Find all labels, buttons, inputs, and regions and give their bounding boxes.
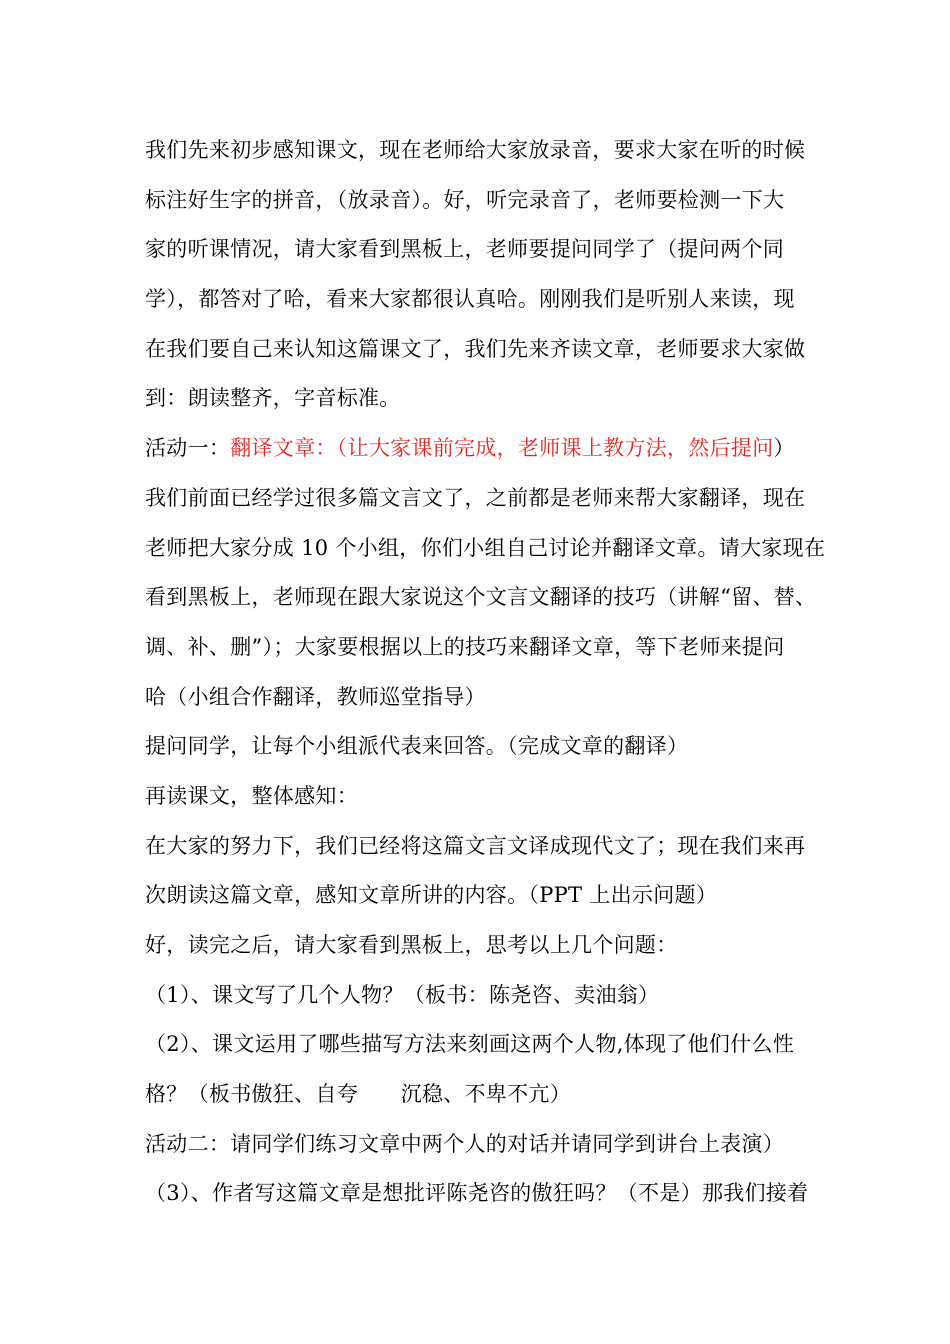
paragraph-line: 哈（小组合作翻译，教师巡堂指导） xyxy=(145,684,486,709)
paragraph-line: 家的听课情况，请大家看到黑板上，老师要提问同学了（提问两个同 xyxy=(145,237,784,262)
paragraph-line: 我们前面已经学过很多篇文言文了，之前都是老师来帮大家翻译，现在 xyxy=(145,485,806,510)
paragraph-line: 老师把大家分成 10 个小组，你们小组自己讨论并翻译文章。请大家现在 xyxy=(145,535,826,560)
question-line: （2）、课文运用了哪些描写方法来刻画这两个人物,体现了他们什么性 xyxy=(145,1032,795,1057)
paragraph-line: 标注好生字的拼音，（放录音）。好，听完录音了，老师要检测一下大 xyxy=(145,187,785,212)
paragraph-line: 提问同学，让每个小组派代表来回答。（完成文章的翻译） xyxy=(145,734,689,759)
activity-one-title: 翻译文章： xyxy=(230,436,337,461)
paragraph-line: 次朗读这篇文章，感知文章所讲的内容。（PPT 上出示问题） xyxy=(145,883,718,908)
activity-one-paren-close: ） xyxy=(773,436,795,461)
paragraph-line: 调、补、删”）；大家要根据以上的技巧来翻译文章，等下老师来提问 xyxy=(145,634,785,659)
paragraph-line: 在我们要自己来认知这篇课文了，我们先来齐读文章，老师要求大家做 xyxy=(145,336,806,361)
paragraph-line: 学），都答对了哈，看来大家都很认真哈。刚刚我们是听别人来读，现 xyxy=(145,287,795,312)
activity-two-heading: 活动二：请同学们练习文章中两个人的对话并请同学到讲台上表演） xyxy=(145,1131,784,1156)
paragraph-line: 好，读完之后，请大家看到黑板上，思考以上几个问题： xyxy=(145,933,678,957)
paragraph-line: 在大家的努力下，我们已经将这篇文言文译成现代文了；现在我们来再 xyxy=(145,833,806,858)
question-line: 格？（板书傲狂、自夸 沉稳、不卑不亢） xyxy=(145,1082,571,1107)
paragraph-line: 看到黑板上，老师现在跟大家说这个文言文翻译的技巧（讲解“留、替、 xyxy=(145,585,817,610)
paragraph-line: 到：朗读整齐，字音标准。 xyxy=(145,386,401,411)
paragraph-line: 我们先来初步感知课文，现在老师给大家放录音，要求大家在听的时候 xyxy=(145,138,806,162)
activity-one-note: 让大家课前完成，老师课上教方法，然后提问 xyxy=(347,436,774,461)
activity-one-heading xyxy=(145,424,870,474)
activity-one-prefix: 活动一： xyxy=(145,436,231,461)
section-heading: 再读课文，整体感知： xyxy=(145,783,358,808)
question-line: （3）、作者写这篇文章是想批评陈尧咨的傲狂吗？（不是）那我们接着 xyxy=(145,1181,809,1206)
activity-one-paren-open: （ xyxy=(336,436,348,461)
question-line: （1）、课文写了几个人物？（板书：陈尧咨、卖油翁） xyxy=(145,982,660,1007)
document-body xyxy=(145,126,870,1219)
